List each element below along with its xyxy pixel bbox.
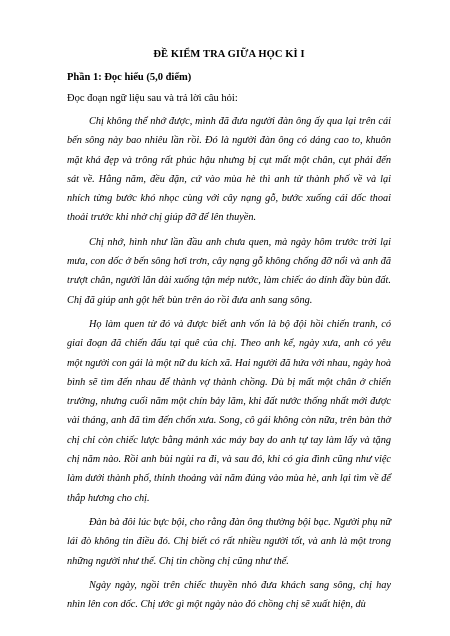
passage-paragraph-4: Đàn bà đôi lúc bực bội, cho rằng đàn ông thường bội bạc. Người phụ nữ lái đò không tin điều đó. Chị biết có rất nhiều người tốt, và anh là một trong những người như thế. Chị tin chồng chị cũng như thế.	[67, 516, 391, 567]
passage-paragraph-3: Họ làm quen từ đó và được biết anh vốn là bộ đội hồi chiến tranh, có giai đoạn đã chiến đấu tại quê của chị. Theo anh kể, ngày xưa, anh có yêu một người con gái là một nữ du kích xã. Hai người đã hứa với nhau, ngày hoà bình sẽ tìm đến nhau để thành vợ thành chồng. Dù bị mất một chân ở chiến trường, nhưng cuối năm một chín bảy lăm, khi đất nước thống nhất mới được vài tháng, anh đã tìm đến chốn xưa. Song, cô gái không còn nữa, trên bàn thờ chị chỉ còn chiếc lược bằng mảnh xác máy bay do anh tự tay làm lấy và tặng chị năm nào. Rồi anh bùi ngùi ra đi, và sau đó, khi có gia đình cũng như việc làm dưới thành phố, thỉnh thoảng vài năm đúng vào mùa hè, anh lại tìm về để thắp hương cho chị.	[67, 318, 391, 504]
passage-paragraph-1: Chị không thể nhớ được, mình đã đưa người đàn ông ấy qua lại trên cái bến sông này bao nhiêu lần rồi. Đó là người đàn ông có dáng cao to, khuôn mặt khá đẹp và trông rất phúc hậu nhưng bị cụt mất một chân, cụt phải đến sát về. Hằng năm, đều đặn, cứ vào mùa hè thì anh từ thành phố về và lại nhích từng bước khó nhọc cùng với cây nạng gỗ, bước xuống cái dốc thoai thoải trước khi nhờ chị giúp đỡ để lên thuyền.	[67, 116, 391, 224]
document-page	[67, 48, 391, 614]
passage-paragraph-5: Ngày ngày, ngồi trên chiếc thuyền nhỏ đưa khách sang sông, chị hay nhìn lên con dốc. Chị ước gì một ngày nào đó chồng chị sẽ xuất hiện, dù	[67, 579, 391, 611]
instruction-text: Đọc đoạn ngữ liệu sau và trả lời câu hỏi:	[67, 93, 238, 104]
passage-paragraph-2: Chị nhớ, hình như lần đầu anh chưa quen, mà ngày hôm trước trời lại mưa, con dốc ở bến sông hơi trơn, cây nạng gỗ không chống đỡ nổi và anh đã trượt chân, người lăn dài xuống tận mép nước, làm chiếc áo dính đầy bùn đất. Chị đã giúp anh gột hết bùn trên áo rồi đưa anh sang sông.	[67, 236, 391, 306]
section-heading: Phần 1: Đọc hiểu (5,0 điểm)	[67, 72, 192, 83]
document-title: ĐỀ KIỂM TRA GIỮA HỌC KÌ I	[153, 49, 305, 60]
